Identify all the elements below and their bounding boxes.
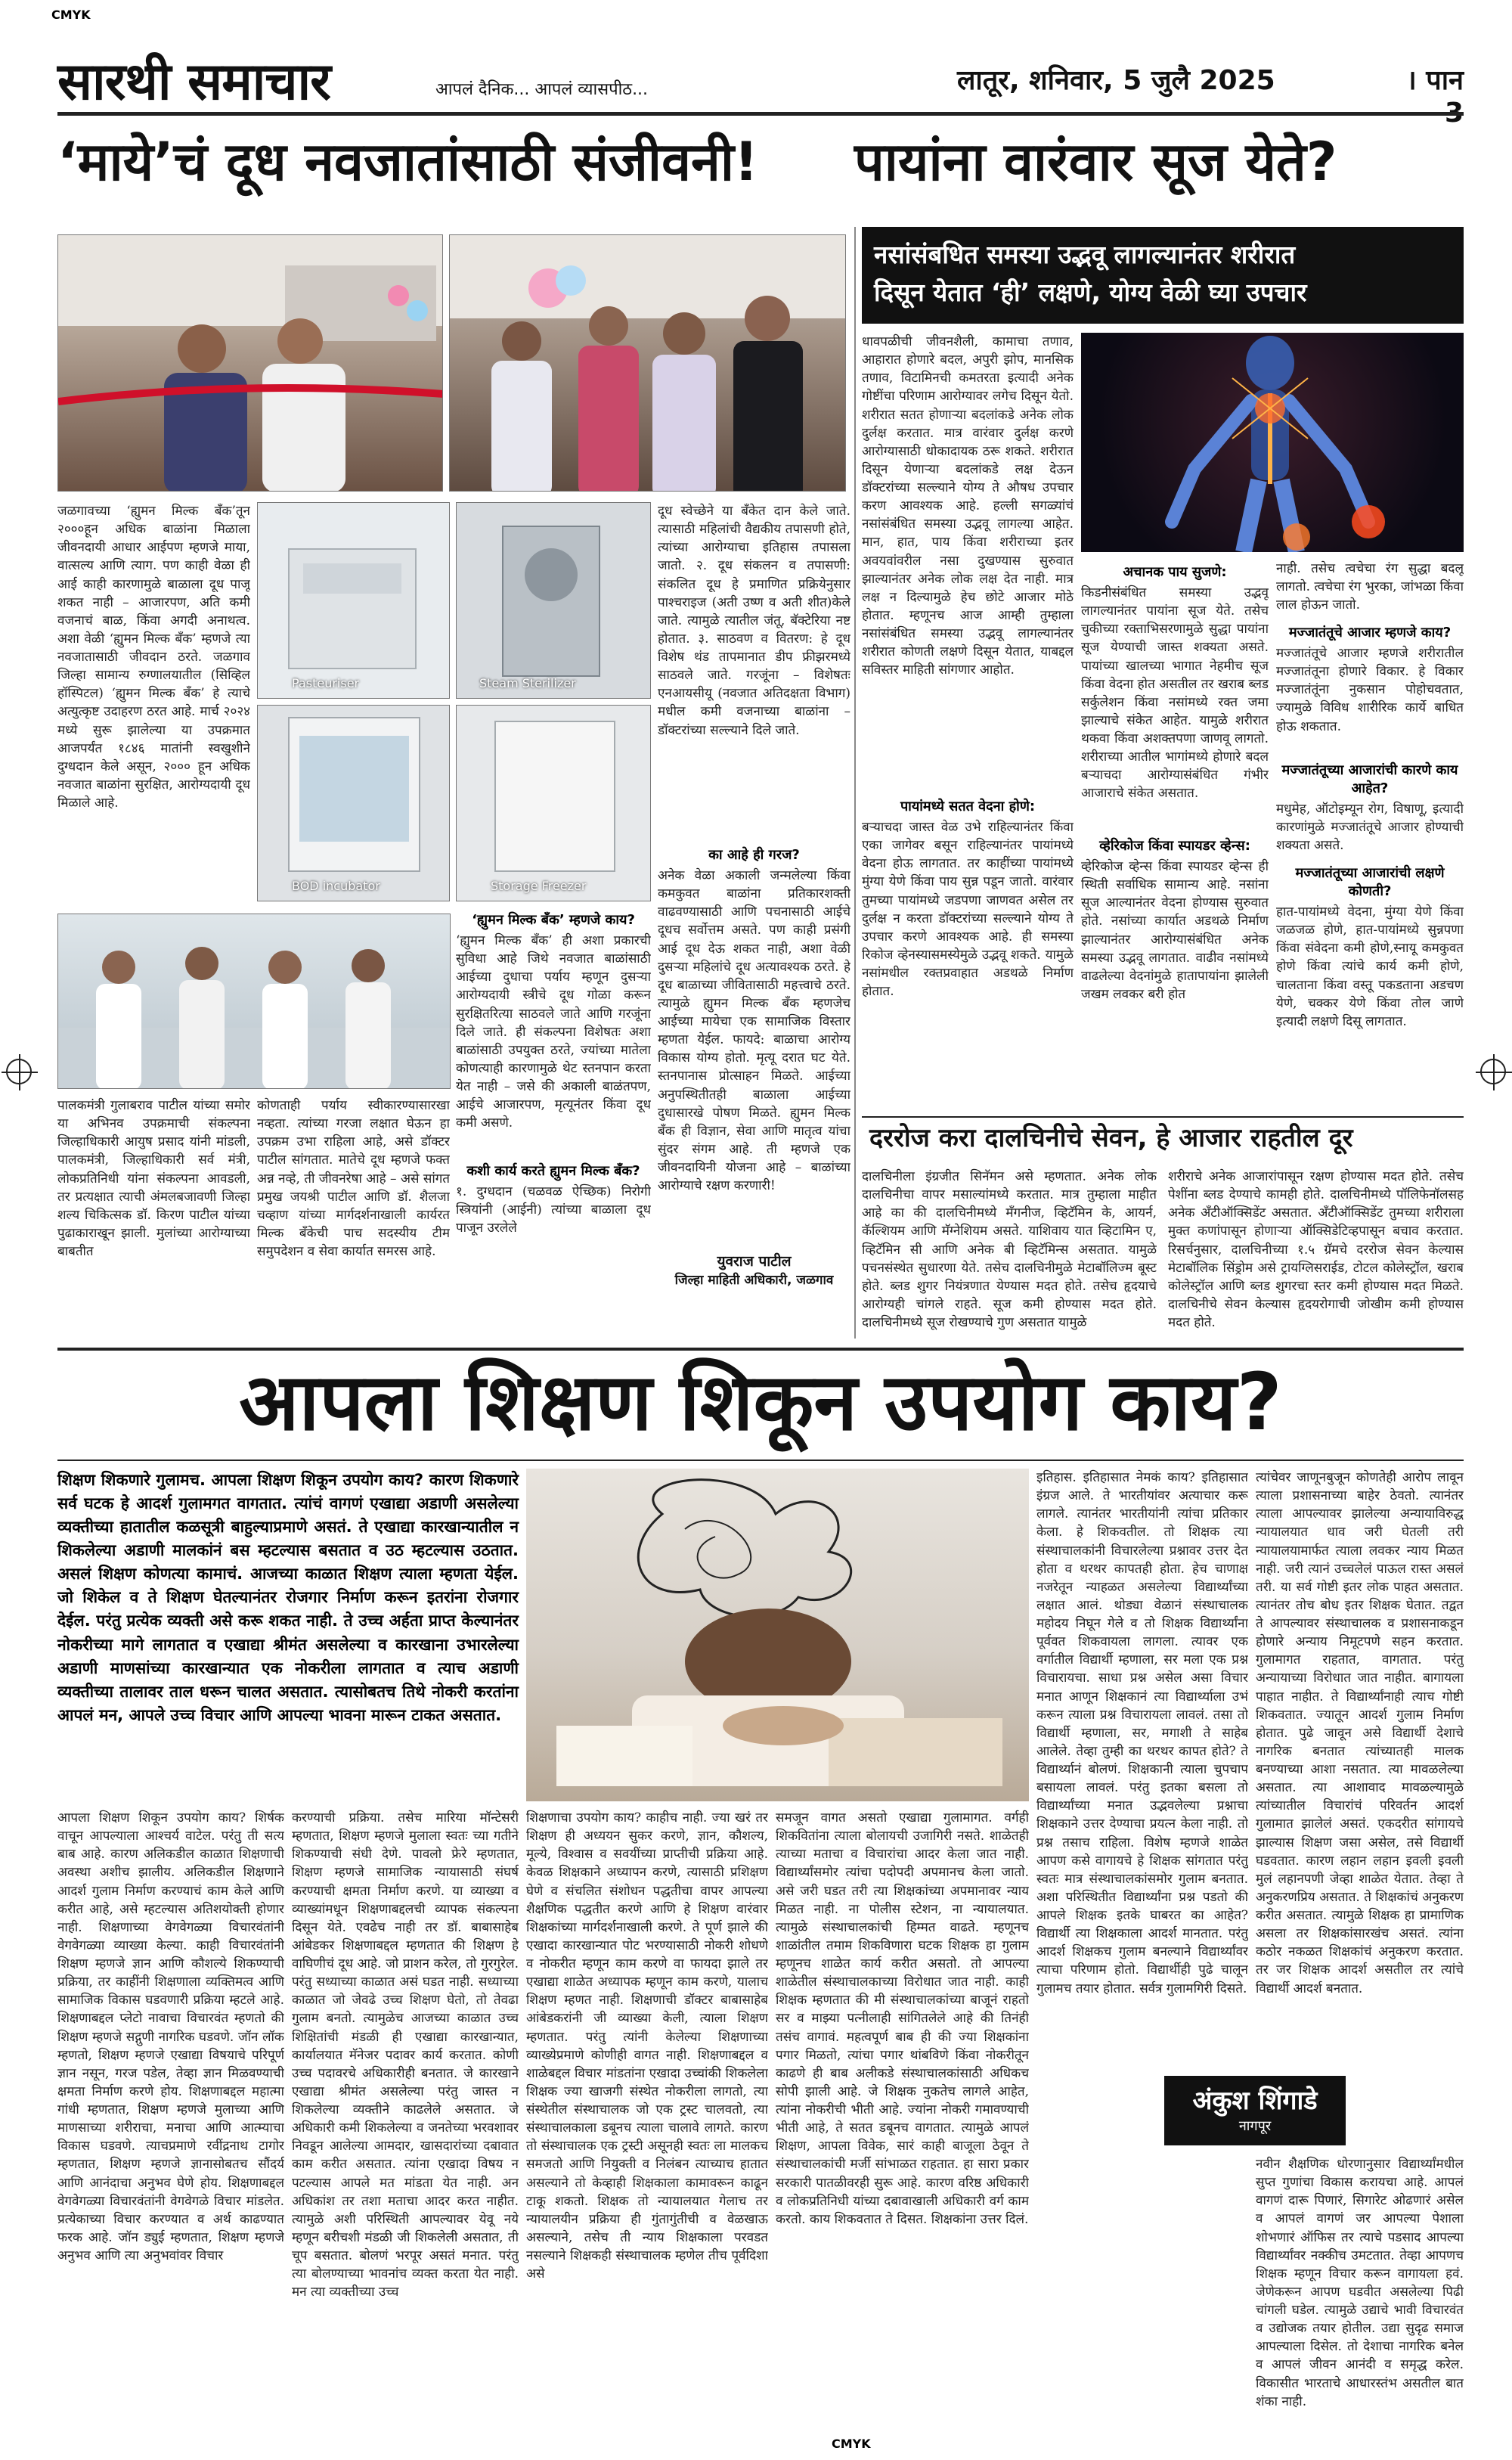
caption-bod-incubator: BOD incubator <box>292 879 380 893</box>
photo-milk-bank-staff <box>57 914 451 1089</box>
story4-col2: करण्याची प्रक्रिया. तसेच मारिया मॉन्टेसरी म्हणतात, शिक्षण म्हणजे मुलाला स्वतः च्या गतीने शिकण्याची संधी देणे. पावलो फ्रेरे म्हणतात, शिक्षण म्हणजे सामाजिक न्यायासाठी संघर्ष करण्याची क्षमता निर्माण करणे. या व्याख्या व व्याख्यांमधून शिक्षणाबद्दलची व्यापक संकल्पना दिसून येते. एवढेच नाही तर डॉ. बाबासाहेब आंबेडकर शिक्षणाबद्दल म्हणतात की शिक्षण हे वाघिणीचं दूध आहे. जो प्राशन करेल, तो गुरगुरेल. परंतु सध्याच्या काळात असं घडत नाही. सध्याच्या काळात जो जेवढे उच्च शिक्षण घेतो, तो तेवढा गुलाम बनतो. त्यामुळेच आजच्या काळात उच्च शिक्षितांची मंडळी ही एखाद्या कारखान्यात, कार्यालयात मॅनेजर पदावर कार्य करतात. कोणी उच्च पदावरचे अधिकारीही बनतात. जे कारखाने एखाद्या श्रीमंत असलेल्या परंतु जास्त न शिकलेल्या व्यक्तीने काढलेले असतात. जे अधिकारी कमी शिकलेल्या व जनतेच्या भरवशावर निवडून आलेल्या आमदार, खासदारांच्या दबावात काम करीत असतात. त्यांना एखादा विषय न पटल्यास आपले मत मांडता येत नाही. अन अधिकांश तर तशा मताचा आदर करत नाहीत. त्यामुळे अशी परिस्थिती आपल्यावर येवू नये म्हणून बरीचशी मंडळी जी शिकलेली असतात, ती चूप बसतात. बोलणं भरपूर असतं मनात. परंतु त्या बोलण्याच्या भावनांच व्यक्त करता येत नाही. मन त्या व्यक्तीच्या उच्च <box>292 1810 519 2300</box>
photo-nerve-anatomy <box>1081 333 1464 552</box>
story1-col3-block <box>456 907 651 1339</box>
photo-stressed-student <box>526 1469 1029 1801</box>
story2-subhead-veins: व्हेरिकोज किंवा स्पायडर व्हेन्स: <box>1099 838 1250 854</box>
story2-col3b: मधुमेह, ऑटोइम्यून रोग, विषाणू, इत्यादी कारणांमुळे मज्जातंतूचे आजार होण्याची शक्यता असते. <box>1276 802 1464 854</box>
story4-byline: अंकुश शिंगाडे <box>1192 2086 1318 2116</box>
story4-col3: शिक्षणाचा उपयोग काय? काहीच नाही. ज्या खरं तर शिक्षण ही अध्ययन सुकर करणे, ज्ञान, कौशल्य, मूल्ये, विश्वास व सवयींच्या प्राप्तीची प्रक्रिया आहे. केवळ शिक्षकाने अध्यापन करणे, त्यासाठी प्रशिक्षण घेणे व संचलित संशोधन पद्धतीचा वापर आपल्या शैक्षणिक पद्धतीत करणे आणि हे शिक्षण वारंवार शिक्षकांच्या मार्गदर्शनाखाली करणे. ते पूर्ण झाले की एखादा कारखान्यात पोट भरण्यासाठी नोकरी शोधणे व नोकरीत म्हणून काम करणे वा फायदा झाले तर एखाद्या शाळेत अध्यापक म्हणून काम करणे, यालाच शिक्षण म्हणत नाही. शिक्षणाची डॉक्टर बाबासाहेब आंबेडकरांनी जी व्याख्या केली, त्याला शिक्षण म्हणतात. परंतु त्यांनी केलेल्या शिक्षणाच्या व्याख्येप्रमाणे कोणीही वागत नाही. शिक्षणाबद्दल व शाळेबद्दल विचार मांडतांना एखादा उच्चांकी शिकलेला शिक्षक ज्या खाजगी संस्थेत नोकरीला लागतो, त्या संस्थेतील संस्थाचालक जो एक ट्रस्ट चालवतो, त्या संस्थाचालकाला डबूनच त्याला चालावे लागते. कारण तो संस्थाचालक एक ट्रस्टी असूनही स्वतः ला मालकच समजतो आणि नियुक्ती व निलंबन त्याच्याच हातात असल्याने तो केव्हाही शिक्षकाला कामावरून काढून टाकू शकतो. शिक्षक तो न्यायालयात गेलाच तर न्यायालयीन प्रक्रिया ही गुंतागुंतीची व वेळखाऊ असल्याने, तसेच ती न्याय शिक्षकाला परवडत नसल्याने शिक्षकही संस्थाचालक म्हणेल तीच पूर्वदिशा असे <box>526 1810 768 2282</box>
story1-col3b: १. दुग्धदान (चळवळ ऐच्छिक) निरोगी स्त्रियांनी (आईनी) त्यांच्या बाळाला दूध पाजून उरलेले <box>456 1184 651 1236</box>
story1-headline: ‘माये’चं दूध नवजातांसाठी संजीवनी! <box>57 131 758 193</box>
caption-pasteuriser: Pasteuriser <box>292 676 360 690</box>
story1-byline: युवराज पाटील <box>717 1253 792 1270</box>
registration-mark-left <box>6 1059 32 1084</box>
story2-col2-block <box>1081 560 1269 1112</box>
photo-bod-incubator <box>257 705 450 901</box>
story1-col4b: अनेक वेळा अकाली जन्मलेल्या किंवा कमकुवत बाळांना प्रतिकारशक्ती वाढवण्यासाठी आणि पचनासाठी आईचे दूधच सर्वोत्तम असते. पण काही प्रसंगी आई दूध देऊ शकत नाही, अशा वेळी दुसऱ्या महिलांचे दूध अत्यावश्यक ठरते. हे दूध बाळाच्या जीवितासाठी महत्त्वाचे ठरते. त्यामुळे ह्युमन मिल्क बँक म्हणजेच आईच्या मायेचा एक सामाजिक विस्तार म्हणता येईल. फायदे: बाळाचा आरोग्य विकास योग्य होतो. मृत्यू दरात घट येते. स्तनपानास प्रोत्साहन मिळते. आईच्या अनुपस्थितीतही बाळाला आईच्या दुधासारखे पोषण मिळते. ह्युमन मिल्क बँक ही विज्ञान, सेवा आणि मातृत्व यांचा सुंदर संगम आहे. ती म्हणजे एक जीवनदायिनी योजना आहे – बाळांच्या आरोग्याचे रक्षण करणारी! <box>658 868 850 1194</box>
story2-col1-block <box>862 333 1074 1112</box>
ribbon-cutting-illustration <box>58 235 443 492</box>
cmyk-mark-top: CMYK <box>51 8 91 22</box>
stressed-student-illustration <box>526 1469 1029 1801</box>
photo-pasteuriser <box>257 502 450 699</box>
cmyk-mark-bottom: CMYK <box>832 2437 871 2451</box>
story2-col3a: मज्जातंतूचे आजार म्हणजे शरीरातील मज्जातंतूना होणारे विकार. हे विकार मज्जातंतूंना नुकसान पोहोचवतात, ज्यामुळे विविध शारीरिक कार्ये बाधित होऊ शकतात. <box>1276 646 1464 734</box>
dateline: लातूर, शनिवार, 5 जुलै 2025 <box>957 65 1275 96</box>
story4-col1: आपला शिक्षण शिकून उपयोग काय? शिर्षक वाचून आपल्याला आश्चर्य वाटेल. परंतु ती सत्य बाब आहे. कारण अलिकडील काळात शिक्षणाची अवस्था अशीच झालीय. अलिकडील शिक्षणाने आदर्श गुलाम निर्माण करण्याचं काम केले आणि करीत आहे, असे म्हटल्यास अतिशयोक्ती होणार नाही. शिक्षणाच्या वेगवेगळ्या विचारवंतांनी वेगवेगळ्या व्याख्या केल्या. काही विचारवंतांनी शिक्षण म्हणजे ज्ञान आणि कौशल्ये शिकण्याची प्रक्रिया, तर काहींनी शिक्षणाला व्यक्तिमत्व आणि सामाजिक विकास घडवणारी प्रक्रिया म्हटले आहे. शिक्षणाबद्दल प्लेटो नावाचा विचारवंत म्हणतो की शिक्षण म्हणजे सद्गुणी नागरिक घडवणे. जॉन लॉक म्हणतो, शिक्षण म्हणजे एखाद्या विषयाचे परिपूर्ण ज्ञान नसून, गरज पडेल, तेव्हा ज्ञान मिळवण्याची क्षमता निर्माण करणे होय. शिक्षणाबद्दल महात्मा गांधी म्हणतात, शिक्षण म्हणजे मुलाच्या आणि माणसाच्या शरीराचा, मनाचा आणि आत्म्याचा विकास घडवणे. त्याचप्रमाणे रवींद्रनाथ टागोर म्हणतात, शिक्षण म्हणजे ज्ञानासोबतच सौंदर्य आणि आनंदाचा अनुभव घेणे होय. शिक्षणाबद्दल वेगवेगळ्या विचारवंतांनी वेगवेगळे विचार मांडलेत. प्रत्येकाच्या विचार करण्यात व अर्थ काढण्यात फरक आहे. जॉन ड्युई म्हणतात, शिक्षण म्हणजे अनुभव आणि त्या अनुभवांवर विचार <box>57 1810 284 2263</box>
story4-col6: त्यांचेवर जाणूनबुजून कोणतेही आरोप लावून त्याला प्रशासनाच्या बाहेर ठेवतो. त्यानंतर त्याला आपल्यावर झालेल्या अन्यायाविरुद्ध न्यायालयात धाव जरी घेतली तरी न्यायालयामार्फत त्याला लवकर न्याय मिळत नाही. जरी त्यानं उच्चलेलं पाऊल रास्त असलं तरी. या सर्व गोष्टी इतर लोक पाहत असतात. त्यानंतर तोच बोध इतर शिक्षक घेतात. तद्वत ते आपल्यावर संस्थाचालक व प्रशासनाकडून होणारे अन्याय निमूटपणे सहन करतात. गुलामागत राहतात, वागतात. परंतु अन्यायाच्या विरोधात जात नाहीत. बागायला पाहात नाहीत. ते विद्यार्थ्यांनाही त्याच गोष्टी शिकवतात. ज्यातून आदर्श गुलाम निर्माण होतात. पुढे जावून असे विद्यार्थी देशाचे नागरिक बनतात त्यांच्यातही मालक बनण्याच्या आशा नसतात. त्या मावळलेल्या असतात. त्या आशावाद मावळल्यामुळे त्यांच्यातील विचारांचं परिवर्तन आदर्श गुलामात झालेलं असतं. एकदरीत सांगायचे झाल्यास शिक्षण जसा असेल, तसे विद्यार्थी घडवतात. कारण लहान लहान इवली इवली मुलं लहानपणी जेव्हा शाळेत येतात. तेव्हा ते अनुकरणप्रिय असतात. ते शिक्षकांचं अनुकरण करीत असतात. त्यामुळे शिक्षक हा प्रामाणिक असला तर शिक्षकांसारखंच असतं. त्यांना कठोर नकळत शिक्षकांचं अनुकरण करतात. तर जर शिक्षक आदर्श असतील तर त्यांचे विद्यार्थी आदर्श बनतात. <box>1256 1470 1464 1996</box>
story1-col3: ‘ह्युमन मिल्क बँक’ ही अशा प्रकारची सुविधा आहे जिथे नवजात बाळांसाठी आईच्या दुधाचा पर्याय म्हणून दुसऱ्या आरोग्यदायी स्त्रीचे दूध गोळा करून सुरक्षितरित्या साठवले जाते आणि गरजूंना दिले जाते. ही संकल्पना विशेषतः अशा बाळांसाठी उपयुक्त ठरते, ज्यांच्या मातेला कोणत्याही कारणामुळे थेट स्तनपान करता येत नाही – जसे की अकाली बाळंतपण, आईचे आजारपण, मृत्यूनंतर किंवा दूध कमी असणे. <box>456 933 651 1131</box>
registration-mark-right <box>1480 1059 1506 1084</box>
column-separator <box>854 227 856 1339</box>
page-number: । पान <box>1406 65 1464 96</box>
story2-col3-block <box>1276 560 1464 1112</box>
story2-subhead-line1: नसांसंबधित समस्या उद्भवू लागल्यानंतर शरीरात <box>874 240 1296 269</box>
story2-subhead-line2: दिसून येतात ‘ही’ लक्षणे, योग्य वेळी घ्या उपचार <box>874 277 1307 307</box>
photo-ribbon-cutting <box>57 234 443 492</box>
caption-steam-sterilizer: Steam Sterilizer <box>479 676 576 690</box>
story3-col1: दालचिनीला इंग्रजीत सिनॅमन असे म्हणतात. अनेक लोक दालचिनीचा वापर मसाल्यांमध्ये करतात. मात्र तुम्हाला माहीत आहे का की दालचिनीमध्ये मँगनीज, व्हिटॅमिन के, आयर्न, कॅल्शियम आणि मॅग्नेशियम असते. याशिवाय यात व्हिटामिन ए, व्हिटॅमिन सी आणि अनेक बी व्हिटॅमिन्स असतात. यामुळे पचनसंस्थेत सुधारणा येते. तसेच दालचिनीमुळे मेटाबॉलिज्म बूस्ट होते. ब्लड शुगर नियंत्रणात येण्यास मदत होते. तसेच हृदयाचे आरोग्यही चांगले राहते. सूज कमी होण्यास मदत होते. दालचिनीमध्ये सूज रोखण्याचे गुण असतात यामुळे <box>862 1169 1157 1330</box>
story2-col2b: व्हेरिकोज व्हेन्स किंवा स्पायडर व्हेन्स ही स्थिती सर्वाधिक सामान्य आहे. नसांना सूज आल्यानंतर वेदना होण्यास सुरुवात होते. नसांच्या कार्यात अडथळे निर्माण झाल्यानंतर आरोग्यासंबंधित अनेक समस्या उद्भवू लागतात. वाढीव नसांमध्ये वाढलेल्या वेदनांमुळे हातापायांना झालेली जखम लवकर बरी होत <box>1081 859 1269 1002</box>
story2-subhead-pain: पायांमध्ये सतत वेदना होणे: <box>900 799 1036 814</box>
story3-top-rule <box>862 1116 1464 1118</box>
masthead <box>57 38 1464 113</box>
story4-col6b: नवीन शैक्षणिक धोरणानुसार विद्यार्थ्यांमधील सुप्त गुणांचा विकास करायचा आहे. आपलं वागणं दारू पिणारं, सिगारेट ओढणारं असेल व आपलं वागणं जर आपल्या पेशाला शोभणारं ऑफिस तर त्याचे पडसाद आपल्या विद्यार्थ्यांवर नक्कीच उमटतात. तेव्हा आपणच शिक्षक म्हणून विचार करून वागायला हवं. जेणेकरून आपण घडवीत असलेल्या पिढी चांगली घडेल. त्यामुळे उद्याचे भावी विचारवंत व उद्योजक तयार होतील. उद्या सुदृढ समाज आपल्याला दिसेल. तो देशाचा नागरिक बनेल व आपलं जीवन आनंदी व समृद्ध करेल. विकासीत भारताचे आधारस्तंभ असतील बात शंका नाही. <box>1256 2157 1464 2409</box>
story1-col1: जळगावच्या ‘ह्युमन मिल्क बँक’तून २०००हून अधिक बाळांना मिळाला जीवनदायी आधार आईपण म्हणजे माया, वात्सल्य आणि त्याग. पण काही वेळा ही आई काही कारणामुळे बाळाला दूध पाजू शकत नाही – आजारपण, अति कमी वजनाचं बाळ, किंवा अगदी अनाथत्व. अशा वेळी ‘ह्युमन मिल्क बँक’ म्हणजे त्या नवजातासाठी जीवदान ठरते. जळगाव जिल्हा सामान्य रुग्णालयातील (सिव्हिल हॉस्पिटल) ‘ह्युमन मिल्क बँक’ हे त्याचे अत्युत्कृष्ट उदाहरण ठरत आहे. मार्च २०२४ मध्ये सुरू झालेल्या या उपक्रमात आजपर्यंत १८४६ मातांनी स्वखुशीने दुग्धदान केले असून, २००० हून अधिक नवजात बाळांना सुरक्षित, आरोग्यदायी दूध मिळाले आहे. <box>57 504 250 811</box>
story1-col1b: पालकमंत्री गुलाबराव पाटील यांच्या समोर या अभिनव उपक्रमाची संकल्पना जिल्हाधिकारी आयुष प्रसाद यांनी मांडली, पालकमंत्री, जिल्हाधिकारी सर्व मंत्री, लोकप्रतिनिधी यांना संकल्पना आवडली, तर प्रत्यक्षात त्याची अंमलबजावणी जिल्हा शल्य चिकित्सक डॉ. किरण पाटील यांच्या पुढाकाराखून झाली. मुलांच्या आरोग्याच्या बाबतीत <box>57 1098 250 1259</box>
photo-storage-freezer <box>456 705 651 901</box>
masthead-rule <box>57 112 1464 116</box>
photo-dignitaries <box>449 234 846 492</box>
story2-col3c: हात-पायांमध्ये वेदना, मुंग्या येणे किंवा जळजळ होणे, हात-पायांमध्ये सुन्नपणा किंवा संवेदना कमी होणे,स्नायू कमकुवत होणे किंवा त्यांचे कार्य कमी होणे, चालताना किंवा वस्तू पकडताना अडचण येणे, चक्कर येणे किंवा तोल जाणे इत्यादी लक्षणे दिसू लागतात. <box>1276 904 1464 1029</box>
story1-col4-block <box>658 502 850 1339</box>
story2-col3: नाही. तसेच त्वचेचा रंग सुद्धा बदलू लागतो. त्वचेचा रंग भुरका, जांभळा किंवा लाल होऊन जातो. <box>1276 561 1464 613</box>
section-divider <box>57 1348 1464 1351</box>
photo-steam-sterilizer <box>456 502 651 699</box>
paper-name: सारथी समाचार <box>57 51 330 112</box>
story4-col4: समजून वागत असतो एखाद्या गुलामागत. वर्गही शिकवितांना त्याला बोलायची उजागिरी नसते. शाळेतही त्याच्या मताचा व विचारांचा आदर केला जात नाही. विद्यार्थ्यांसमोर त्यांचा पदोपदी अपमानच केला जातो. असे जरी घडत तरी त्या शिक्षकांच्या अपमानावर न्याय मिळत नाही. ना पोलीस स्टेशन, ना न्यायालयात. त्यामुळे संस्थाचालकांची हिम्मत वाढते. म्हणूनच शाळांतील तमाम शिकविणारा घटक शिक्षक हा गुलाम म्हणूनच शाळेत कार्य करीत असतो. तो आपल्या शाळेतील संस्थाचालकाच्या विरोधात जात नाही. काही शिक्षक म्हणतात की मी संस्थाचालकांच्या बाजूनं राहतो सर व माझ्या पत्नीलाही सांगितलेले आहे की तिनंही तसंच वागावं. महत्वपूर्ण बाब ही की ज्या शिक्षकांना पगार मिळतो, त्यांचा पगार थांबविणे किंवा नोकरीतून काढणे ही बाब अलीकडे संस्थाचालकांसाठी अधिकच सोपी झाली आहे. जे शिक्षक नुकतेच लागले आहेत, त्यांना नोकरीची भीती आहे. ज्यांना नोकरी गमावण्याची भीती आहे, ते सतत डबूनच वागतात. त्यामुळे आपलं शिक्षण, आपला विवेक, सारं काही बाजूला ठेवून ते संस्थाचालकांची मर्जी सांभाळत राहतात. हा सारा प्रकार सरकारी पातळीवरही सुरू आहे. कारण वरिष्ठ अधिकारी व लोकप्रतिनिधी यांच्या दबावाखाली अधिकारी वर्ग काम करतो. काय शिकवतात ते दिसत. शिक्षकांना उत्तर दिलं. <box>776 1810 1029 2227</box>
story2-subhead-what: मज्जातंतूचे आजार म्हणजे काय? <box>1288 625 1452 641</box>
story4-headline-rule <box>57 1460 1464 1461</box>
story4-byline-place: नागपूर <box>1238 2118 1272 2134</box>
story4-lead: शिक्षण शिकणारे गुलामच. आपला शिक्षण शिकून उपयोग काय? कारण शिकणारे सर्व घटक हे आदर्श गुलामगत वागतात. त्यांचं वागणं एखाद्या अडाणी असलेल्या व्यक्तीच्या हातातील कळसूत्री बाहुल्याप्रमाणे असतं. ते एखाद्या कारखान्यातील न शिकलेल्या अडाणी मालकांनं बस म्हटल्यास बसतात व उठ म्हटल्यास उठतात. असलं शिक्षण कोणत्या कामाचं. आजच्या काळात शिक्षण त्याला म्हणता येईल. जो शिकेल व ते शिक्षण घेतल्यानंतर रोजगार निर्माण करून इतरांना रोजगार देईल. परंतु प्रत्येक व्यक्ती असे करू शकत नाही. ते उच्च अर्हता प्राप्त केल्यानंतर नोकरीच्या मागे लागतात व एखाद्या श्रीमंत असलेल्या व कारखाना उभारलेल्या अडाणी माणसांच्या कारखान्यात एक नोकरीला लागतात व त्याच अडाणी व्यक्तीच्या तालावर ताल धरून चालत असतात. त्यासोबतच तिथे नोकरी करतांना आपलं मन, आपले उच्च विचार आणि आपल्या भावना मारून टाकत असतात. <box>57 1471 519 1724</box>
story1-byline-title: जिल्हा माहिती अधिकारी, जळगाव <box>674 1273 834 1288</box>
story2-col1: धावपळीची जीवनशैली, कामाचा तणाव, आहारात होणारे बदल, अपुरी झोप, मानसिक तणाव, विटामिनची कमतरता इत्यादी अनेक गोष्टींचा परिणाम आरोग्यावर लगेच दिसून येतो. शरीरात सतत होणाऱ्या बदलांकडे अनेक लोक दुर्लक्ष करतात. मात्र वारंवार दुर्लक्ष करणे आरोग्यासाठी धोकादायक ठरू शकते. शरीरात दिसून येणाऱ्या बदलांकडे लक्ष देऊन डॉक्टरांच्या सल्ल्याने योग्य ते औषध उपचार करण आवश्यक आहे. हल्ली सगळ्यांचं नसांसंबंधित समस्या उद्भवू लागल्या आहेत. मान, हात, पाय किंवा शरीराच्या इतर अवयवांवरील नसा दुखण्यास सुरुवात झाल्यानंतर अनेक लोक लक्ष देत नाही. मात्र लक्ष न दिल्यामुळे हेच छोटे आजार मोठे होतात. म्हणूनच आज आम्ही तुम्हाला नसांसंबंधित समस्या उद्भवू लागल्यानंतर शरीरात कोणती लक्षणे दिसून येतात, याबद्दल सविस्तर माहिती सांगणार आहोत. <box>862 334 1074 678</box>
staff-illustration <box>58 914 451 1089</box>
story2-col1b: बऱ्याचदा जास्त वेळ उभे राहिल्यानंतर किंवा एका जागेवर बसून राहिल्यानंतर पायांमध्ये वेदना होऊ लागतात. तर काहींच्या पायांमध्ये मुंग्या येणे किंवा पाय सुन्न पडून जातो. वारंवार तुमच्या पायांमध्ये जडपणा जाणवत असेल तर दुर्लक्ष न करता डॉक्टरांच्या सल्ल्याने योग्य ते उपचार करणे आवश्यक आहे. ही समस्या रिकोज व्हेनस्यासमस्येमुळे उद्भवू शकते. यामुळे नसांमधील रक्तप्रवाहात अडथळे निर्माण होतात. <box>862 820 1074 1000</box>
story1-col4: दूध स्वेच्छेने या बँकेत दान केले जाते. त्यासाठी महिलांची वैद्यकीय तपासणी होते, त्यांच्या आरोग्याचा इतिहास तपासला जातो. २. दूध संकलन व तपासणी: संकलित दूध हे प्रमाणित प्रक्रियेनुसार पाश्चराइज (अती उष्ण व अती शीत)केले जाते. त्यामुळे त्यातील जंतू, बॅक्टेरिया नष्ट होतात. ३. साठवण व वितरण: हे दूध विशेष थंड तापमानात डीप फ्रीझरमध्ये साठवले जाते. गरजूंना – विशेषतः एनआयसीयू (नवजात अतिदक्षता विभाग) मधील कमी वजनाच्या बाळांना – डॉक्टरांच्या सल्ल्याने दिले जाते. <box>658 504 850 738</box>
story3-col2: शरीराचे अनेक आजारांपासून रक्षण होण्यास मदत होते. तसेच पेशींना ब्लड देण्याचे कामही होते. दालचिनीमध्ये पॉलिफेनॉलसह अनेक अँटीऑक्सिडेंट असतात. अँटीऑक्सिडेंट तुमच्या शरीराला मुक्त कणांपासून होणाऱ्या ऑक्सिडेटिव्हपासून बचाव करतात. रिसर्चनुसार, दालचिनीच्या १.५ ग्रॅमचे दररोज सेवन केल्यास मेटाबॉलिक सिंड्रोम असे ट्रायग्लिसराईड, टोटल कोलेस्ट्रॉल, खराब कोलेस्ट्रॉल आणि ब्लड शुगरचा स्तर कमी होण्यास मदत मिळते. दालचिनीचे सेवन केल्यास हृदयरोगाची जोखीम कमी होण्यास मदत होते. <box>1168 1169 1464 1330</box>
anatomy-illustration <box>1081 333 1464 552</box>
story2-headline: पायांना वारंवार सूज येते? <box>854 131 1337 193</box>
story1-subhead-why: का आहे ही गरज? <box>708 847 800 863</box>
caption-storage-freezer: Storage Freezer <box>491 879 587 893</box>
story3-headline: दररोज करा दालचिनीचे सेवन, हे आजार राहतील दूर <box>869 1123 1353 1153</box>
story1-col2b: कोणताही पर्याय स्वीकारण्यासारखा नव्हता. त्यांच्या गरजा लक्षात घेऊन हा उपक्रम उभा राहिला आहे, असे डॉक्टर पाटील सांगतात. मातेचे दूध म्हणजे फक्त अन्न नव्हे, ती जीवनरेषा आहे – असे सांगत प्रमुख जयश्री पाटील आणि डॉ. शैलजा चव्हाण यांच्या मार्गदर्शनाखाली कार्यरत मिल्क बँकेची पाच सदस्यीय टीम समुपदेशन व सेवा कार्यात समरस आहे. <box>257 1098 450 1259</box>
dignitaries-illustration <box>450 235 846 492</box>
story2-subhead-cause: मज्जातंतूच्या आजारांची कारणे काय आहेत? <box>1281 762 1458 796</box>
story4-col6b-head <box>1353 2076 1464 2151</box>
story2-subhead-box <box>862 227 1464 324</box>
story1-subhead-what: ‘ह्युमन मिल्क बँक’ म्हणजे काय? <box>472 912 635 928</box>
story2-subhead-symptom: मज्जातंतूच्या आजारांची लक्षणे कोणती? <box>1295 865 1445 899</box>
story4-col5: इतिहास. इतिहासात नेमकं काय? इतिहासात इंग्रज आले. ते भारतीयांवर अत्याचार करू लागले. त्यानंतर भारतीयांनी त्यांचा प्रतिकार केला. हे शिकवतील. तो शिक्षक त्या संस्थाचालकांनी विचारलेल्या प्रश्नावर उत्तर देत होता व थरथर कापतही होता. हेच चाणाक्ष नजरेतून न्याहळत असलेल्या विद्यार्थ्यांच्या लक्षात आलं. थोड्या वेळानं संस्थाचालक महोदय निघून गेले व तो शिक्षक विद्यार्थ्यांना पूर्ववत शिकवायला लागला. त्यावर एक वर्गातील विद्यार्थी म्हणाला, सर मला एक प्रश्न विचारायचा. साधा प्रश्न असेल असा विचार मनात आणून शिक्षकानं त्या विद्यार्थ्याला उभं करून त्याला प्रश्न विचारायला लावलं. तसा तो विद्यार्थी म्हणाला, सर, मगाशी ते साहेब आलेले. तेव्हा तुम्ही का थरथर कापत होते? ते विद्यार्थ्यानं बोलणं. शिक्षकानी त्याला चुपचाप बसायला लावलं. परंतु इतका बसला तो विद्यार्थ्यांच्या मनात उद्भवलेल्या प्रश्नाचा शिक्षकाने उत्तर देण्याचा प्रयत्न केला नाही. तो प्रश्न तसाच राहिला. विशेष म्हणजे शाळेत आपण कसे वागायचे हे शिक्षक सांगतात परंतु स्वतः मात्र संस्थाचालकांसमोर गुलाम बनतात. अशा परिस्थितीत विद्यार्थ्यांना प्रश्न पडतो की आपले शिक्षक इतके घाबरत का आहेत? विद्यार्थी त्या शिक्षकाला आदर्श मानतात. परंतु आदर्श शिक्षकच गुलाम बनल्याने विद्यार्थ्यांवर त्याचा परिणाम होतो. विद्यार्थीही पुढे चालून गुलामच तयार होतात. सर्वत्र गुलामगिरी दिसते. <box>1036 1470 1248 1996</box>
story1-subhead-how: कशी कार्य करते ह्युमन मिल्क बँक? <box>466 1163 640 1179</box>
story4-headline: आपला शिक्षण शिकून उपयोग काय? <box>239 1356 1282 1448</box>
story4-byline-box <box>1164 2076 1346 2145</box>
story2-col2: किडनीसंबंधित समस्या उद्भवू लागल्यानंतर पायांना सूज येते. तसेच चुकीच्या रक्ताभिसरणामुळे सुद्धा पायांना सूज येण्याची जास्त शक्यता असते. पायांच्या खालच्या भागात नेहमीच सूज किंवा वेदना होत असतील तर खराब ब्लड सर्कुलेशन किंवा नसांमध्ये रक्त जमा झाल्याचे संकेत आहेत. यामुळे शरीरात थकवा किंवा अशक्तपणा जाणवू लागतो. शरीराच्या आतील भागांमध्ये होणारे बदल बऱ्याचदा आरोग्यासंबंधित गंभीर आजाराचे संकेत असतात. <box>1081 585 1269 802</box>
paper-tagline: आपलं दैनिक... आपलं व्यासपीठ... <box>435 80 649 99</box>
story2-subhead-swell: अचानक पाय सुजणे: <box>1123 564 1227 580</box>
